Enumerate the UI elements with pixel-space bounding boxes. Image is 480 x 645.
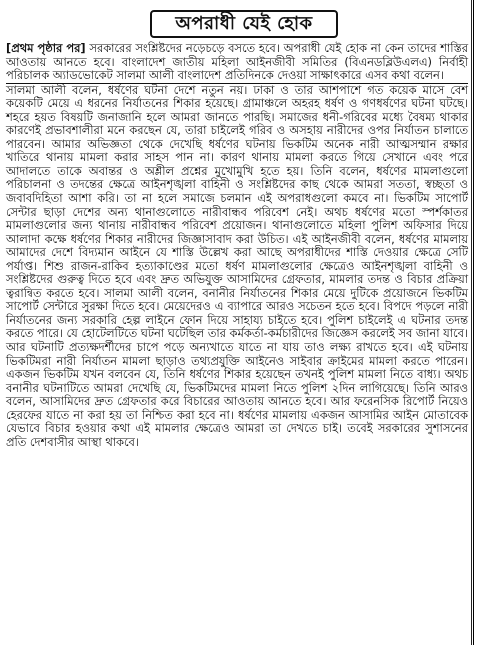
body-paragraph: সালমা আলী বলেন, ধর্ষণের ঘটনা দেশে নতুন নয়। ঢাকা ও তার আশপাশে গত কয়েক মাসে বেশ কয়েকটি মেয়ে এ ধরনের নির্যাতনের শিকার হয়েছে। গ্রামাঞ্চলে অহরহ ধর্ষণ ও গণধর্ষণের ঘটনা ঘটছে। শহরে হয়ত বিষয়টি জনাজানি হলে আমরা জানতে পারছি। সমাজের ধনী-গরিবের মধ্যে বৈষম্য থাকার কারণেই প্রভাবশালীরা মনে করছেন যে, তারা চাইলেই গরিব ও অসহায় নারীদের ওপর নির্যাতন চালাতে পারবেন। আমার অভিজ্ঞতা থেকে দেখেছি ধর্ষণের ঘটনায় ভিকটিম অনেক নারী আত্মসম্মান রক্ষার খাতিরে থানায় মামলা করার সাহস পান না। কারণ থানায় মামলা করতে গিয়ে সেখানে এবং পরে আদালতে তাকে অবান্তর ও অশ্লীল প্রশ্নের মুখোমুখি হতে হয়। তিনি বলেন, ধর্ষণের মামলাগুলো পরিচালনা ও তদন্তের ক্ষেত্রে আইনশৃঙ্খলা বাহিনী ও সংশ্লিষ্টদের কাছ থেকে আমরা সততা, স্বচ্ছতা ও জবাবদিহিতা আশা করি। তা না হলে সমাজে চলমান এই অপরাধগুলো কমবে না। ভিকটিম সাপোর্ট সেন্টার ছাড়া দেশের অন্য থানাগুলোতে নারীবান্ধব পরিবেশ নেই। অথচ ধর্ষণের মতো স্পর্শকাতর মামলাগুলোর জন্য থানায় নারীবান্ধব পরিবেশ প্রয়োজন। থানাগুলোতে মহিলা পুলিশ অফিসার দিয়ে আলাদা কক্ষে ধর্ষণের শিকার নারীদের জিজ্ঞাসাবাদ করা উচিত। এই আইনজীবী বলেন, ধর্ষণের মামলায় আমাদের দেশে বিদ্যমান আইনে যে শাস্তি উল্লেখ করা আছে অপরাধীদের শাস্তি দেওয়ার ক্ষেত্রে সেটি পর্যাপ্ত। শিশু রাজন-রাকিব হত্যাকাণ্ডের মতো ধর্ষণ মামলাগুলোর ক্ষেত্রেও আইনশৃঙ্খলা বাহিনী ও সংশ্লিষ্টদের গুরুত্ব দিতে হবে এবং দ্রুত অভিযুক্ত আসামিদের গ্রেফতার, মামলার তদন্ত ও বিচার প্রক্রিয়া ত্বরান্বিত করতে হবে। সালমা আলী বলেন, বনানীর নির্যাতনের শিকার মেয়ে দুটিকে প্রয়োজনে ভিকটিম সাপোর্ট সেন্টারে সুরক্ষা দিতে হবে। মেয়েদেরও এ ব্যাপারে আরও সচেতন হতে হবে। বিপদে পড়লে নারী নির্যাতনের জন্য সরকারি হেল্প লাইনে ফোন দিয়ে সাহায্য চাইতে হবে। পুলিশ চাইলেই এ ঘটনার তদন্ত করতে পারে। যে হোটেলটিতে ঘটনা ঘটেছিল তার কর্মকর্তা-কর্মচারীদের জিজ্ঞেস করলেই সব জানা যাবে। আর ঘটনাটি প্রত্যক্ষদর্শীদের চাপে পড়ে অন্যখাতে যাতে না যায় তাও লক্ষ্য রাখতে হবে। এই ঘটনায় ভিকটিমরা নারী নির্যাতন মামলা ছাড়াও তথ্যপ্রযুক্তি আইনেও সাইবার ক্রাইমের মামলা করতে পারেন। একজন ভিকটিম যখন বলবেন যে, তিনি ধর্ষণের শিকার হয়েছেন তখনই পুলিশ মামলা নিতে বাধ্য। অথচ বনানীর ঘটনাটিতে আমরা দেখেছি যে, ভিকটিমদের মামলা নিতে পুলিশ ২দিন লাগিয়েছে। তিনি আরও বলেন, আসামিদের দ্রুত গ্রেফতার করে বিচারের আওতায় আনতে হবে। আর ফরেনসিক রিপোর্ট নিয়েও হেরফের যাতে না করা হয় তা নিশ্চিত করা হবে না। ধর্ষণের মামলায় একজন আসামির আইন মোতাবেক যেভাবে বিচার হওয়ার কথা এই মামলার ক্ষেত্রেও আমরা তা দেখতে চাই। তবেই সরকারের সুশাসনের প্রতি দেশবাসীর আস্থা থাকবে। xyxy=(6,82,468,449)
lead-text: সরকারের সংশ্লিষ্টদের নড়েচড়ে বসতে হবে। অপরাধী যেই হোক না কেন তাদের শাস্তির আওতায় আনতে হবে। বাংলাদেশ জাতীয় মহিলা আইনজীবী সমিতির (বিএনডব্লিউএলএ) নির্বাহী পরিচালক অ্যাডভোকেট সালমা আলী বাংলাদেশ প্রতিদিনকে দেওয়া সাক্ষাৎকারে এসব কথা বলেন। xyxy=(6,41,469,83)
column-rule xyxy=(473,0,480,645)
continuation-tag: প্রথম পৃষ্ঠার পর xyxy=(11,41,81,55)
lead-paragraph: [প্রথম পৃষ্ঠার পর] সরকারের সংশ্লিষ্টদের নড়েচড়ে বসতে হবে। অপরাধী যেই হোক না কেন তাদের শাস্তির আওতায় আনতে হবে। বাংলাদেশ জাতীয় মহিলা আইনজীবী সমিতির (বিএনডব্লিউএলএ) নির্বাহী পরিচালক অ্যাডভোকেট সালমা আলী বাংলাদেশ প্রতিদিনকে দেওয়া সাক্ষাৎকারে এসব কথা বলেন। xyxy=(6,41,469,83)
article-body xyxy=(6,42,468,449)
headline-box xyxy=(150,10,338,38)
headline: অপরাধী যেই হোক xyxy=(175,12,313,34)
